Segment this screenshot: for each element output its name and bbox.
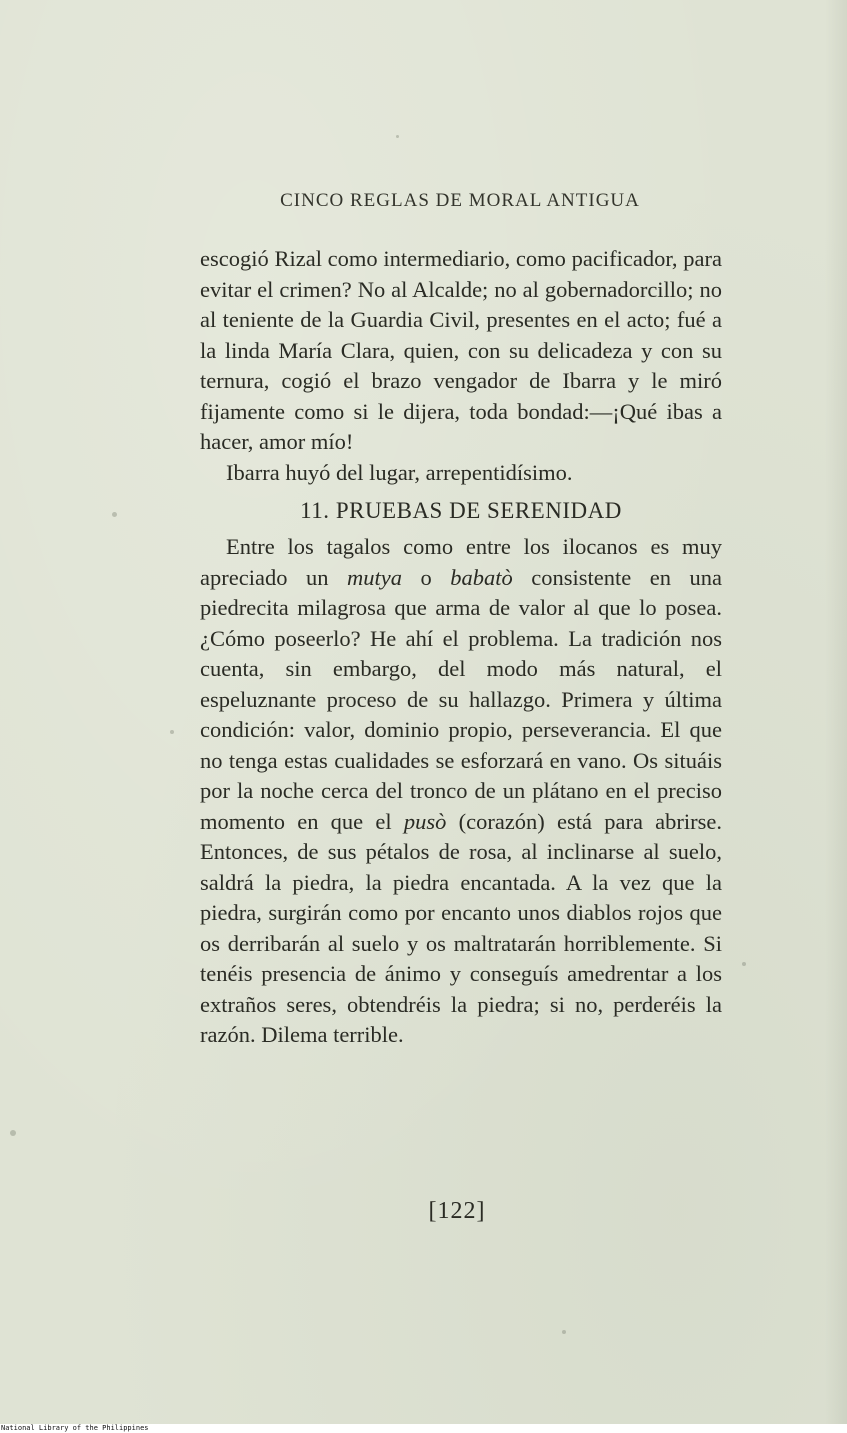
paper-speck <box>170 730 174 734</box>
text-run: o <box>420 564 432 590</box>
paper-speck <box>562 1330 566 1334</box>
page-number: [122] <box>428 1198 486 1224</box>
paragraph: Ibarra huyó del lugar, arrepentidísimo. <box>226 459 573 485</box>
paper-speck <box>742 962 746 966</box>
library-credit: National Library of the Philippines <box>1 1424 149 1432</box>
italic-term: mutya <box>346 564 402 590</box>
section-heading <box>200 494 722 528</box>
paragraph <box>200 532 722 1051</box>
body-text <box>200 244 722 1051</box>
text-run: consistente en una piedrecita milagrosa que arma de valor al que lo posea. ¿Cómo poseerlo? He ahí el problema. La tradición nos cuenta, sin embargo, del modo más natural, el espeluznante proceso de su hallazgo. Primera y última condición: valor, dominio propio, perseverancia. El que no tenga estas cualidades se esforzará en vano. Os situáis por la noche cerca del tronco de un plátano en el preciso momento en que el <box>200 564 723 834</box>
paragraph: escogió Rizal como intermediario, como pacificador, para evitar el crimen? No al Alcalde; no al gobernadorcillo; no al teniente de la Guardia Civil, presentes en el acto; fué a la linda María Clara, quien, con su delicadeza y con su ternura, cogió el brazo vengador de Ibarra y le miró fijamente como si le dijera, toda bondad:—¡Qué ibas a hacer, amor mío! <box>200 246 722 454</box>
paper-speck <box>396 135 399 138</box>
text-run: (corazón) está para abrirse. Entonces, de sus pétalos de rosa, al inclinarse al suelo, saldrá la piedra, la piedra encantada. A la vez que la piedra, surgirán como por encanto unos diablos rojos que os derribarán al suelo y os maltratarán horriblemente. Si tenéis presencia de ánimo y conseguís amedrentar a los extraños seres, obtendréis la piedra; si no, perderéis la razón. Dilema terrible. <box>200 808 723 1047</box>
running-head: CINCO REGLAS DE MORAL ANTIGUA <box>280 190 640 211</box>
section-number: 11. <box>300 498 330 523</box>
text-run: Entre los tagalos como entre los ilocanos es muy apreciado un <box>200 534 722 590</box>
italic-term: pusò <box>403 808 447 834</box>
paper-speck <box>10 1130 16 1136</box>
italic-term: babatò <box>450 564 513 590</box>
paper-speck <box>112 512 117 517</box>
section-title: PRUEBAS DE SERENIDAD <box>335 498 622 523</box>
